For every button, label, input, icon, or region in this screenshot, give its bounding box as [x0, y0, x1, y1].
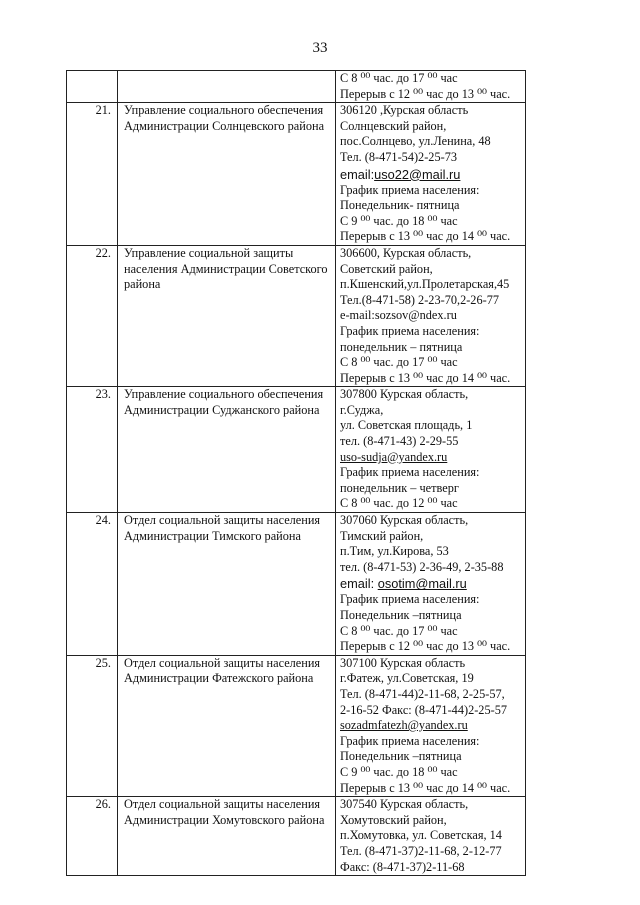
row-number: 23.: [67, 387, 118, 513]
contact-cell: [336, 71, 526, 103]
contact-line: e-mail:sozsov@ndex.ru: [340, 308, 457, 323]
table-row: [67, 655, 526, 796]
institution-name: Отдел социальной защиты населения Администрации Хомутовского района: [118, 797, 336, 876]
contact-line: 307100 Курская область: [340, 655, 466, 670]
contact-cell: [336, 655, 526, 796]
contact-line: Хомутовский район,: [340, 812, 447, 827]
email-label: email:: [340, 576, 378, 592]
contact-line: понедельник – четверг: [340, 480, 459, 495]
contact-line: г.Фатеж, ул.Советская, 19: [340, 671, 474, 686]
number-cell: [67, 71, 118, 103]
contact-line: График приема населения:: [340, 182, 480, 197]
contact-line: пос.Солнцево, ул.Ленина, 48: [340, 134, 491, 149]
contact-line: График приема населения:: [340, 592, 480, 607]
institution-name: Отдел социальной защиты населения Администрации Тимского района: [118, 513, 336, 656]
contact-line: Советский район,: [340, 261, 433, 276]
row-number: 24.: [67, 513, 118, 656]
contact-line: Понедельник –пятница: [340, 749, 462, 764]
contact-cell: [336, 797, 526, 876]
contact-line: С 8 ⁰⁰ час. до 17 ⁰⁰ час: [340, 623, 458, 638]
contact-line: Тимский район,: [340, 528, 424, 543]
contact-line: Перерыв с 13 ⁰⁰ час до 14 ⁰⁰ час.: [340, 780, 511, 795]
contact-line: График приема населения:: [340, 465, 480, 480]
institution-name: Управление социального обеспечения Администрации Солнцевского района: [118, 103, 336, 246]
contact-line: Перерыв с 12 ⁰⁰ час до 13 ⁰⁰ час.: [340, 86, 511, 101]
table-row: [67, 797, 526, 876]
contact-line: Тел.(8-471-58) 2-23-70,2-26-77: [340, 292, 499, 307]
contact-line: С 9 ⁰⁰ час. до 18 ⁰⁰ час: [340, 764, 458, 779]
page-number: 33: [312, 40, 328, 56]
contact-cell: [336, 513, 526, 656]
contact-line: Перерыв с 12 ⁰⁰ час до 13 ⁰⁰ час.: [340, 639, 511, 654]
email-label: email:: [340, 166, 375, 182]
contact-line: ул. Советская площадь, 1: [340, 418, 473, 433]
contact-line: п.Тим, ул.Кирова, 53: [340, 544, 449, 559]
name-cell: [118, 71, 336, 103]
contact-cell: [336, 245, 526, 386]
email-link[interactable]: uso22@mail.ru: [374, 166, 461, 182]
contact-line: График приема населения:: [340, 323, 480, 338]
contact-line: Тел. (8-471-44)2-11-68, 2-25-57,: [340, 686, 505, 701]
contact-cell: [336, 387, 526, 513]
contact-line: График приема населения:: [340, 733, 480, 748]
institution-name: Управление социального обеспечения Администрации Суджанского района: [118, 387, 336, 513]
contact-line: Солнцевский район,: [340, 118, 447, 133]
row-number: 26.: [67, 797, 118, 876]
contact-line: понедельник – пятница: [340, 339, 463, 354]
contact-line: С 8 ⁰⁰ час. до 12 ⁰⁰ час: [340, 496, 458, 511]
contact-line: тел. (8-471-53) 2-36-49, 2-35-88: [340, 559, 504, 574]
contact-line: Понедельник –пятница: [340, 608, 462, 622]
contact-line: Перерыв с 13 ⁰⁰ час до 14 ⁰⁰ час.: [340, 229, 511, 244]
row-number: 25.: [67, 655, 118, 796]
table-row-continuation: [67, 71, 526, 103]
institutions-table: [66, 70, 526, 876]
contact-line: 2-16-52 Факс: (8-471-44)2-25-57: [340, 702, 507, 717]
contact-line: 307060 Курская область,: [340, 513, 469, 528]
table-row: [67, 103, 526, 246]
table-row: [67, 513, 526, 656]
contact-line: Тел. (8-471-37)2-11-68, 2-12-77: [340, 843, 502, 858]
institution-name: Управление социальной защиты населения Администрации Советского района: [118, 245, 336, 386]
contact-line: тел. (8-471-43) 2-29-55: [340, 434, 459, 449]
contact-line: Тел. (8-471-54)2-25-73: [340, 149, 457, 164]
contact-line: С 8 ⁰⁰ час. до 17 ⁰⁰ час: [340, 355, 458, 370]
email-line: [340, 166, 521, 183]
contact-line: 307800 Курская область,: [340, 387, 469, 402]
contact-cell: [336, 103, 526, 246]
row-number: 21.: [67, 103, 118, 246]
table-row: [67, 245, 526, 386]
email-link[interactable]: osotim@mail.ru: [377, 576, 467, 592]
contact-line: 306600, Курская область,: [340, 245, 472, 260]
contact-line: Понедельник- пятница: [340, 198, 460, 213]
institution-name: Отдел социальной защиты населения Администрации Фатежского района: [118, 655, 336, 796]
contact-line: С 8 ⁰⁰ час. до 17 ⁰⁰ час: [340, 71, 458, 85]
email-line: [340, 575, 521, 592]
row-number: 22.: [67, 245, 118, 386]
contact-line: Перерыв с 13 ⁰⁰ час до 14 ⁰⁰ час.: [340, 370, 511, 385]
table-row: [67, 387, 526, 513]
contact-line: п.Хомутовка, ул. Советская, 14: [340, 828, 502, 843]
email-link[interactable]: sozadmfatezh@yandex.ru: [340, 718, 468, 733]
contact-line: 306120 ,Курская область: [340, 103, 469, 118]
contact-line: 307540 Курская область,: [340, 797, 469, 812]
email-link[interactable]: uso-sudja@yandex.ru: [340, 449, 448, 464]
contact-line: г.Суджа,: [340, 402, 384, 417]
contact-line: С 9 ⁰⁰ час. до 18 ⁰⁰ час: [340, 213, 458, 228]
contact-line: п.Кшенский,ул.Пролетарская,45: [340, 277, 510, 292]
contact-line: Факс: (8-471-37)2-11-68: [340, 859, 465, 874]
